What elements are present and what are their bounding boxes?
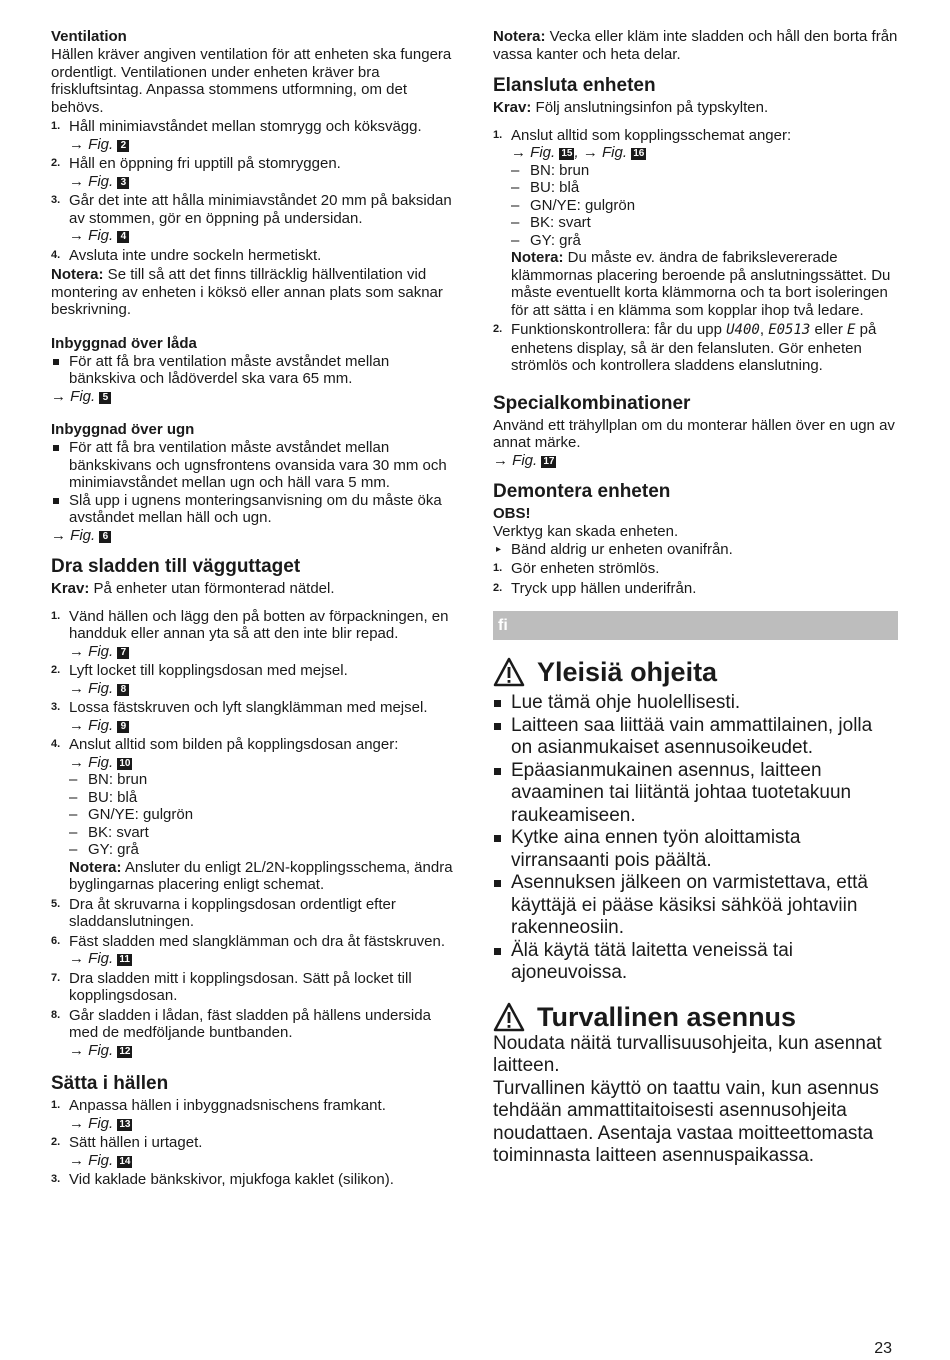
list-item: Kytke aina ennen työn aloittamista virransaanti pois päältä.	[493, 827, 898, 872]
language-bar: fi	[493, 611, 898, 640]
figure-reference: → Fig. 8	[69, 680, 129, 697]
list-item: – BK: svart	[69, 824, 456, 842]
list-item: – BU: blå	[69, 789, 456, 807]
figure-reference: → Fig. 13	[69, 1114, 131, 1132]
display-code: E0513	[768, 322, 811, 338]
list-item: Epäasianmukainen asennus, laitteen avaaminen tai liitäntä johtaa tuotetakuun raukeamiseen.	[493, 760, 898, 828]
figure-reference: → Fig. 17	[493, 451, 555, 469]
list-item: – BN: brun	[69, 771, 456, 789]
list-item: 1. Vänd hällen och lägg den på botten av förpackningen, en handduk eller annan yta så att den inte blir repad. → Fig. 7	[51, 607, 449, 660]
list-item: 1. Anslut alltid som kopplingsschemat anger: → Fig. 15 , → Fig. 16 – BN: brun – BU: blå – GN/YE: gulgrön – BK: svart – GY: grå Notera: Du måste ev. ändra de fabrikslevererade klämmornas placering beroende på anslutningssättet. Du måste eventuellt korta klämmorna och ta bort isoleringen för att sätta i en klämma som kopplar ihop två ledare.	[493, 127, 898, 320]
connect-heading: Elansluta enheten	[493, 75, 656, 96]
list-item: Älä käytä tätä laitetta veneissä tai ajoneuvoissa.	[493, 940, 898, 985]
list-item: Lue tämä ohje huolellisesti.	[493, 692, 898, 715]
safe-paragraph: Noudata näitä turvallisuusohjeita, kun asennat laitteen.	[493, 1032, 882, 1076]
cable-heading: Dra sladden till vägguttaget	[51, 556, 301, 577]
triangle-bullet-icon: ▸	[496, 543, 502, 555]
list-item: Slå upp i ugnens monteringsanvisning om du måste öka avståndet mellan häll och ugn.	[51, 492, 456, 527]
figure-reference: → Fig. 11	[69, 950, 130, 967]
ventilation-steps	[51, 118, 456, 264]
special-text: Använd ett trähyllplan om du monterar hällen över en ugn av annat märke.	[493, 416, 895, 451]
wiring-note: Notera: Ansluter du enligt 2L/2N-kopplingsschema, ändra byglingarnas placering enligt schemat.	[69, 858, 453, 893]
list-item: Asennuksen jälkeen on varmistettava, että käyttäjä ei pääse käsiksi sähköä johtaviin rakenneosiin.	[493, 872, 898, 940]
figure-reference: → Fig. 7	[69, 643, 129, 660]
list-item: 4. Avsluta inte undre sockeln hermetiskt.	[51, 246, 322, 264]
warning-icon	[493, 657, 525, 687]
warning-label: OBS!	[493, 505, 531, 522]
list-item: – BU: blå	[511, 179, 898, 197]
wire-color-list	[511, 162, 898, 250]
figure-reference: → Fig. 5	[51, 388, 456, 406]
remove-heading: Demontera enheten	[493, 481, 671, 502]
list-item: – GY: grå	[511, 232, 898, 250]
warning-icon	[493, 1002, 525, 1032]
list-item: 2. Sätt hällen i urtaget. → Fig. 14	[51, 1134, 203, 1169]
list-item: – BK: svart	[511, 214, 898, 232]
ventilation-intro: Hällen kräver angiven ventilation för att enheten ska fungera ordentligt. Ventilationen under enheten kräver bra friskluftsintag. Anpassa stommens utformning, om det behövs.	[51, 46, 452, 116]
special-heading: Specialkombinationer	[493, 392, 691, 414]
list-item: 2. Tryck upp hällen underifrån.	[493, 579, 697, 597]
figure-reference: → Fig. 10	[69, 753, 131, 771]
figure-reference: → Fig. 4	[69, 227, 129, 244]
list-item: 1. Anpassa hällen i inbyggnadsnischens framkant. → Fig. 13	[51, 1097, 386, 1132]
connect-requirement: Krav: Följ anslutningsinfon på typskylten.	[493, 99, 769, 116]
insert-heading: Sätta i hällen	[51, 1073, 169, 1094]
list-item: 3. Lossa fästskruven och lyft slangklämman med mejsel. → Fig. 9	[51, 699, 428, 734]
ventilation-note: Notera: Se till så att det finns tillräcklig hällventilation vid montering av enheten i köksö eller annan plats som saknar beskrivning.	[51, 266, 443, 318]
oven-bullets	[51, 439, 456, 527]
oven-heading: Inbyggnad över ugn	[51, 421, 195, 438]
list-item: 3. Går det inte att hålla minimiavståndet 20 mm på baksidan av stommen, gör en öppning på undersidan. → Fig. 4	[51, 192, 452, 244]
list-item: 1. Gör enheten strömlös.	[493, 560, 660, 577]
wire-color-list	[69, 771, 456, 859]
warning-text: Verktyg kan skada enheten.	[493, 523, 679, 540]
list-item: 2. Lyft locket till kopplingsdosan med mejsel. → Fig. 8	[51, 662, 348, 697]
list-item: För att få bra ventilation måste avståndet mellan bänkskiva och lådöverdel ska vara 65 mm.	[51, 353, 456, 388]
list-item: 8. Går sladden i lådan, fäst sladden på hällens undersida med de medföljande buntbanden. → Fig. 12	[51, 1006, 431, 1059]
figure-reference: → Fig. 14	[69, 1151, 131, 1169]
clamp-note: Notera: Du måste ev. ändra de fabrikslevererade klämmornas placering beroende på anslutningssättet. Du måste eventuellt korta klämmorna och ta bort isoleringen för att sätta i en klämma som kopplar ihop två ledare.	[511, 249, 891, 319]
drawer-bullets	[51, 353, 456, 388]
page-number: 23	[874, 1340, 892, 1357]
cable-handling-note: Notera: Vecka eller kläm inte sladden och håll den borta från vassa kanter och heta delar.	[493, 28, 898, 63]
remove-steps	[493, 560, 898, 597]
connect-steps	[493, 127, 898, 375]
figure-reference: → Fig. 2	[69, 136, 129, 153]
cable-steps	[51, 608, 456, 1060]
list-item: 1. Håll minimiavståndet mellan stomrygg och köksvägg. → Fig. 2	[51, 118, 422, 153]
figure-reference: → Fig. 12	[69, 1041, 131, 1059]
general-bullets	[493, 692, 898, 985]
figure-reference: → Fig. 9	[69, 717, 129, 734]
right-column	[493, 28, 898, 1168]
instruction-item: ▸ Bänd aldrig ur enheten ovanifrån.	[496, 540, 733, 558]
list-item: 2. Håll en öppning fri upptill på stomryggen. → Fig. 3	[51, 155, 341, 190]
list-item: 4. Anslut alltid som bilden på kopplingsdosan anger: → Fig. 10 – BN: brun – BU: blå – GN/YE: gulgrön – BK: svart – GY: grå Notera: Ansluter du enligt 2L/2N-kopplingsschema, ändra byglingarnas placering enligt schemat.	[51, 736, 456, 894]
list-item: – GN/YE: gulgrön	[511, 197, 898, 215]
list-item: 2. Funktionskontrollera: får du upp U400, E0513 eller E på enhetens display, så är den felansluten. Gör enheten strömlös och kontrollera sladdens elanslutning.	[493, 321, 877, 374]
display-code: E	[847, 322, 856, 338]
list-item: Laitteen saa liittää vain ammattilainen, jolla on asianmukaiset asennusoikeudet.	[493, 715, 898, 760]
safe-heading: Turvallinen asennus	[493, 1001, 898, 1033]
list-item: 6. Fäst sladden med slangklämman och dra åt fästskruven. → Fig. 11	[51, 932, 446, 967]
list-item: 3. Vid kaklade bänkskivor, mjukfoga kaklet (silikon).	[51, 1171, 394, 1188]
figure-reference: → Fig. 6	[51, 527, 456, 545]
list-item: – GN/YE: gulgrön	[69, 806, 456, 824]
drawer-heading: Inbyggnad över låda	[51, 334, 197, 352]
list-item: – BN: brun	[511, 162, 898, 180]
list-item: – GY: grå	[69, 841, 456, 859]
list-item: För att få bra ventilation måste avståndet mellan bänkskivans och ugnsfrontens ovansida vara 30 mm och minimiavståndet mellan ugn och häll vara 5 mm.	[51, 439, 456, 492]
left-column	[51, 28, 456, 1191]
list-item: 7. Dra sladden mitt i kopplingsdosan. Sätt på locket till kopplingsdosan.	[51, 969, 412, 1004]
figure-reference: → Fig. 3	[69, 173, 129, 190]
insert-steps	[51, 1097, 456, 1189]
safe-paragraph: Turvallinen käyttö on taattu vain, kun asennus tehdään ammattitaitoisesti asennusohjeita noudattaen. Asentaja vastaa moitteettomasta toiminnasta laitteen asennuspaikassa.	[493, 1077, 879, 1166]
list-item: 5. Dra åt skruvarna i kopplingsdosan ordentligt efter sladdanslutningen.	[51, 895, 396, 930]
figure-reference: → Fig. 15 , → Fig. 16	[511, 144, 645, 161]
cable-requirement: Krav: På enheter utan förmonterad nätdel.	[51, 580, 335, 597]
display-code: U400	[726, 322, 760, 338]
ventilation-heading: Ventilation	[51, 28, 127, 45]
general-heading: Yleisiä ohjeita	[493, 656, 898, 688]
